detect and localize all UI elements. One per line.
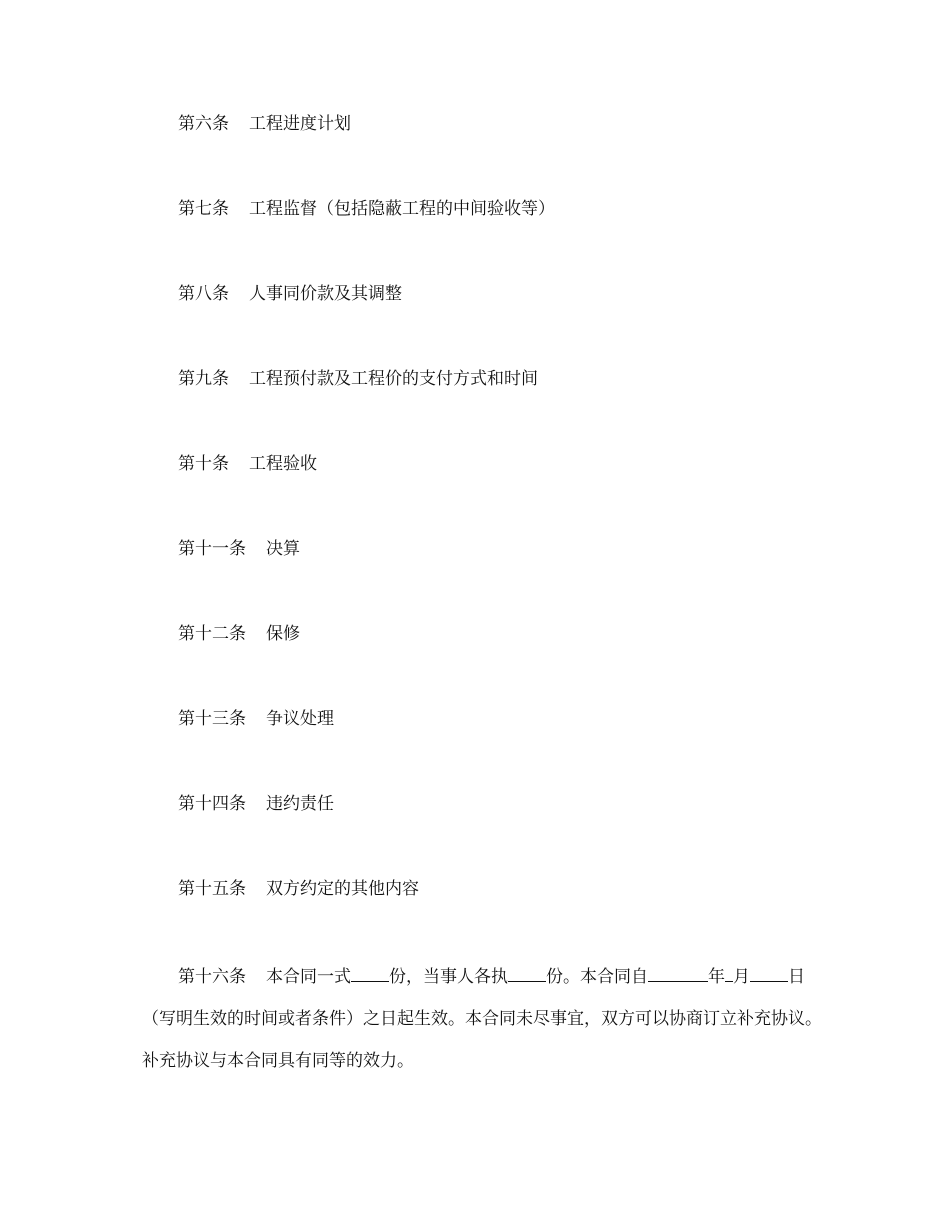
article-12 (178, 624, 300, 644)
article-15 (178, 879, 419, 899)
article-number: 第十条 (178, 454, 229, 474)
article-number: 第十六条 (178, 967, 246, 987)
article-9 (178, 369, 538, 389)
final-text-year: 年 (708, 967, 725, 987)
final-text-month: 月 (733, 967, 750, 987)
article-10 (178, 454, 317, 474)
article-title: 工程监督（包括隐蔽工程的中间验收等） (249, 199, 555, 219)
article-number: 第十五条 (178, 879, 246, 899)
article-13 (178, 709, 334, 729)
article-title: 工程进度计划 (249, 114, 351, 134)
article-title: 工程验收 (249, 454, 317, 474)
article-title: 决算 (266, 539, 300, 559)
article-title: 违约责任 (266, 794, 334, 814)
article-number: 第十三条 (178, 709, 246, 729)
article-number: 第十一条 (178, 539, 246, 559)
article-title: 双方约定的其他内容 (266, 879, 419, 899)
year-blank[interactable] (648, 965, 708, 982)
final-text-1: 本合同一式 (266, 967, 351, 987)
article-title: 争议处理 (266, 709, 334, 729)
final-text-2: 份，当事人各执 (389, 967, 508, 987)
day-blank[interactable] (750, 965, 788, 982)
article-8 (178, 284, 402, 304)
final-text-4: 日（写明生效的时间或者条件）之日起生效。本合同未尽事宜，双方可以协商订立补充协议。补充协议与本合同具有同等的效力。 (142, 967, 822, 1071)
article-14 (178, 794, 334, 814)
article-11 (178, 539, 300, 559)
article-number: 第六条 (178, 114, 229, 134)
article-16-paragraph (142, 956, 822, 1082)
article-7 (178, 199, 555, 219)
article-title: 保修 (266, 624, 300, 644)
short-blank[interactable] (725, 965, 733, 982)
article-title: 人事同价款及其调整 (249, 284, 402, 304)
final-text-3: 份。本合同自 (546, 967, 648, 987)
article-number: 第七条 (178, 199, 229, 219)
article-6 (178, 114, 351, 134)
each-party-copies-blank[interactable] (508, 965, 546, 982)
article-number: 第九条 (178, 369, 229, 389)
article-number: 第十四条 (178, 794, 246, 814)
article-number: 第八条 (178, 284, 229, 304)
copies-blank[interactable] (351, 965, 389, 982)
article-title: 工程预付款及工程价的支付方式和时间 (249, 369, 538, 389)
article-number: 第十二条 (178, 624, 246, 644)
